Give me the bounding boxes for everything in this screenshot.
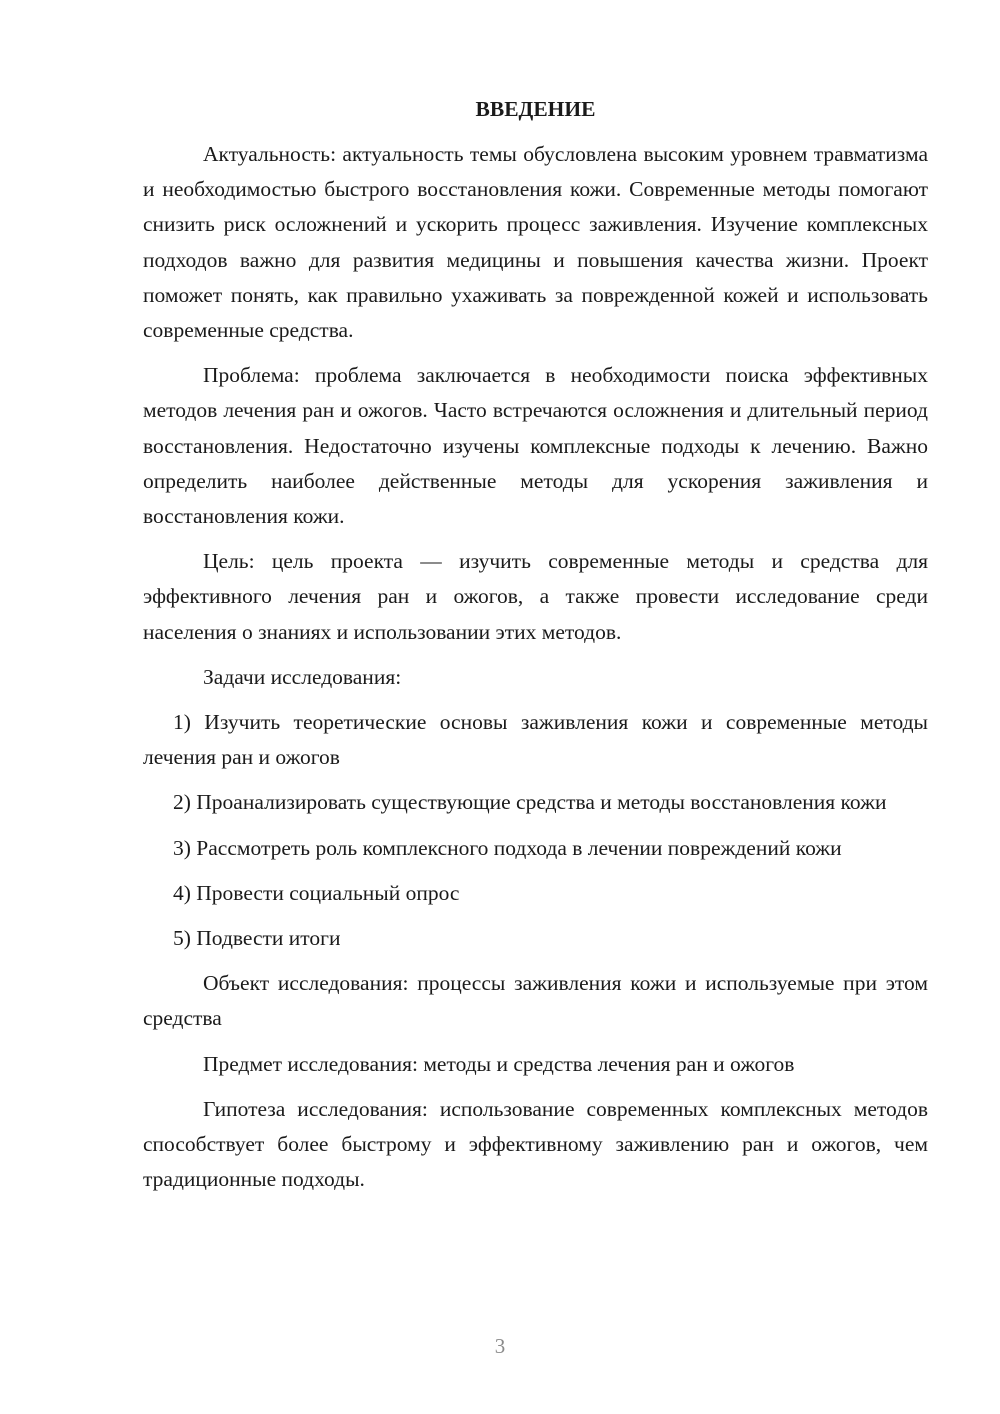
problem-paragraph: Проблема: проблема заключается в необходимости поиска эффективных методов лечения ран и ожогов. Часто встречаются осложнения и длительный период восстановления. Недостаточно изучены комплексные подходы к лечению. Важно определить наиболее действенные методы для ускорения заживления и восстановления кожи. [143,363,928,529]
research-subject-paragraph: Предмет исследования: методы и средства лечения ран и ожогов [203,1051,795,1076]
goal-paragraph: Цель: цель проекта — изучить современные методы и средства для эффективного лечения ран и ожогов, а также провести исследование среди населения о знаниях и использовании этих методов. [143,549,928,644]
page-number: 3 [494,1334,506,1358]
task-item-2: 2) Проанализировать существующие средства и методы восстановления кожи [173,790,887,815]
relevance-paragraph: Актуальность: актуальность темы обусловлена высоким уровнем травматизма и необходимостью быстрого восстановления кожи. Современные методы помогают снизить риск осложнений и ускорить процесс заживления. Изучение комплексных подходов важно для развития медицины и повышения качества жизни. Проект поможет понять, как правильно ухаживать за поврежденной кожей и использовать современные средства. [143,142,928,343]
document-page [143,92,928,1207]
task-item-3: 3) Рассмотреть роль комплексного подхода в лечении повреждений кожи [173,835,842,860]
research-object-paragraph: Объект исследования: процессы заживления кожи и используемые при этом средства [143,971,928,1031]
task-item-1: 1) Изучить теоретические основы заживления кожи и современные методы лечения ран и ожогов [143,710,928,770]
section-title: ВВЕДЕНИЕ [475,97,596,121]
task-item-5: 5) Подвести итоги [173,926,341,951]
tasks-heading: Задачи исследования: [203,664,402,689]
hypothesis-paragraph: Гипотеза исследования: использование современных комплексных методов способствует более быстрому и эффективному заживлению ран и ожогов, чем традиционные подходы. [143,1096,928,1192]
task-item-4: 4) Провести социальный опрос [173,880,460,905]
